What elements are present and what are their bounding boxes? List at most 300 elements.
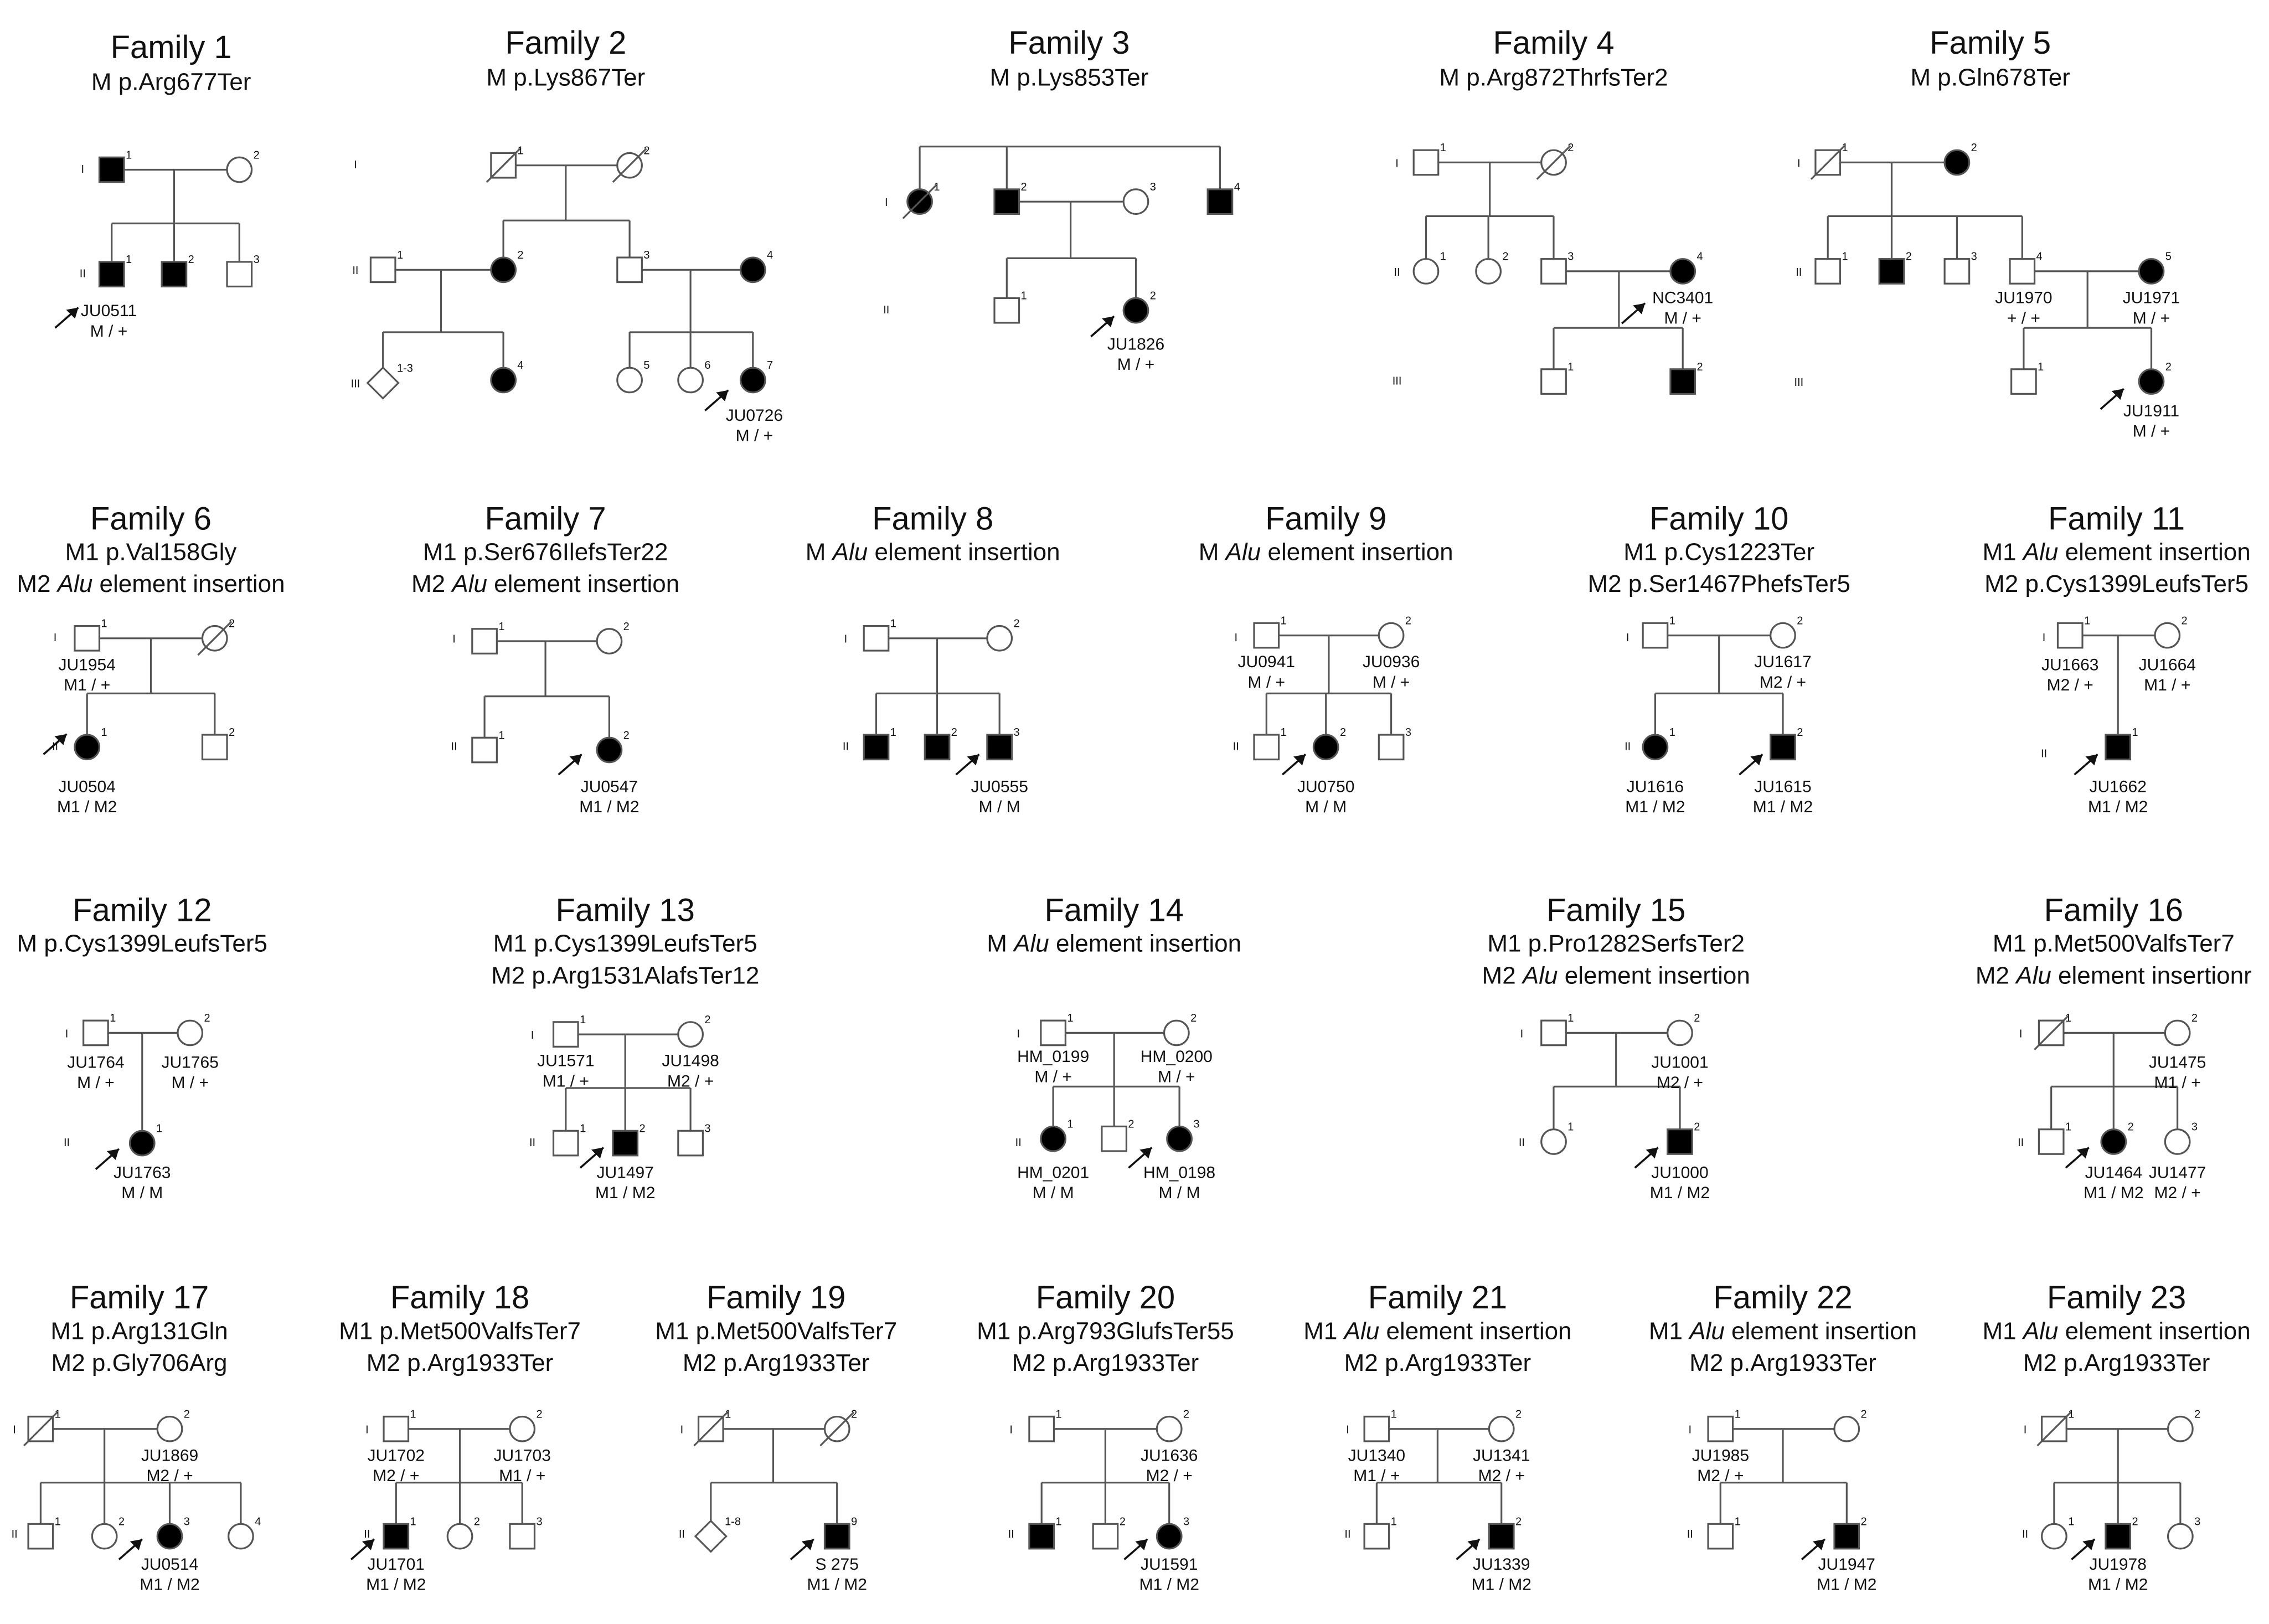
affected-female-symbol: [2101, 1130, 2126, 1154]
individual-number: 4: [517, 359, 524, 372]
mutation-label: [17, 930, 267, 957]
genotype: M2 / +: [1656, 1074, 1704, 1092]
mutation-label-part: Alu: [1344, 1317, 1380, 1345]
generation-label: II: [2041, 747, 2048, 760]
individual-number: 3: [704, 1122, 711, 1135]
mutation-label-part: M2 p.Arg1933Ter: [1012, 1349, 1199, 1376]
unaffected-male-symbol: [1816, 259, 1840, 284]
individual-number: 1: [1440, 142, 1446, 154]
genotype: M2 / +: [1146, 1467, 1193, 1486]
generation-label: II: [63, 1136, 70, 1149]
individual-number: 1: [54, 1408, 61, 1421]
family-title: Family 3: [1008, 24, 1130, 61]
individual-number: 3: [1149, 181, 1156, 193]
individual-number: 1: [1055, 1515, 1062, 1528]
genotype: M1 / +: [2154, 1074, 2201, 1092]
individual-number: 1: [410, 1408, 416, 1421]
sample-id: JU0555: [971, 777, 1028, 796]
individual-number: 2: [623, 729, 630, 742]
individual-number: 3: [1013, 726, 1020, 739]
mutation-label-part: element insertion: [868, 538, 1060, 566]
sample-id: JU1763: [114, 1163, 171, 1182]
mutation-label-part: Alu: [2023, 538, 2059, 566]
mutation-label-part: M p.Arg872ThrfsTer2: [1439, 64, 1668, 91]
unaffected-female-symbol: [510, 1416, 535, 1441]
unaffected-male-symbol: [472, 629, 497, 654]
mutation-label-part: element insertionr: [2051, 962, 2252, 989]
mutation-label-part: M: [1198, 538, 1226, 566]
affected-female-symbol: [157, 1524, 182, 1549]
affected-female-symbol: [1945, 150, 1969, 175]
genotype: M / +: [735, 426, 773, 445]
generation-label: II: [1687, 1528, 1693, 1541]
genotype: M2 / +: [1759, 673, 1807, 692]
mutation-label-part: M2: [1975, 962, 2017, 989]
mutation-label: [987, 930, 1241, 957]
unaffected-male-symbol: [1541, 259, 1566, 284]
affected-male-symbol: [925, 735, 950, 760]
individual-number: 1: [396, 249, 404, 262]
individual-number: 2: [1502, 250, 1509, 263]
sample-id: JU1001: [1651, 1053, 1709, 1072]
sample-id: JU1954: [58, 656, 116, 674]
unaffected-female-symbol: [678, 368, 703, 393]
sample-id: JU1702: [367, 1446, 425, 1465]
individual-number: 1: [1567, 1012, 1574, 1025]
individual-number: 2: [1020, 181, 1027, 193]
mutation-label-part: M2: [1482, 962, 1523, 989]
unaffected-female-symbol: [227, 157, 252, 182]
family-title: Family 19: [706, 1280, 846, 1316]
family-title: Family 16: [2044, 892, 2184, 929]
genotype: M / M: [1305, 798, 1347, 817]
individual-number: 2: [1971, 142, 1977, 154]
individual-number: 2: [2181, 615, 2188, 627]
mutation-label: [1199, 538, 1453, 565]
individual-number: 2: [1515, 1515, 1522, 1528]
mutation-label-part: M1 p.Val158Gly: [65, 538, 237, 566]
mutation-label-part: M1: [1982, 538, 2023, 566]
affected-male-symbol: [99, 262, 124, 287]
generation-label: II: [842, 740, 849, 753]
individual-number: 3: [643, 249, 650, 262]
individual-number: 1: [2065, 1121, 2072, 1133]
unaffected-male-symbol: [370, 257, 395, 282]
individual-number: 2: [118, 1515, 125, 1528]
sample-id: JU1591: [1141, 1555, 1198, 1574]
sample-id: JU0936: [1362, 653, 1420, 672]
individual-number: 3: [1971, 250, 1977, 263]
individual-number: 2: [1860, 1515, 1867, 1528]
mutation-label-part: M1 p.Ser676IlefsTer22: [422, 538, 668, 566]
sample-id: JU1826: [1107, 335, 1165, 354]
mutation-label-part: M: [805, 538, 833, 566]
sample-id: JU0726: [725, 406, 783, 425]
individual-number: 1: [410, 1515, 416, 1528]
mutation-label: [989, 64, 1148, 91]
sample-id: JU1000: [1651, 1163, 1709, 1182]
mutation-label-part: Alu: [832, 538, 868, 566]
affected-female-symbol: [1123, 298, 1148, 323]
mutation-label: [1982, 538, 2250, 565]
mutation-label: [339, 1317, 581, 1344]
individual-number: 1: [2038, 360, 2044, 373]
sample-id: JU1475: [2148, 1053, 2206, 1072]
unaffected-male-symbol: [1643, 623, 1668, 648]
unaffected-female-symbol: [1771, 623, 1796, 648]
individual-number: 1: [1280, 726, 1287, 739]
unaffected-male-symbol: [554, 1131, 579, 1156]
affected-male-symbol: [384, 1524, 409, 1549]
generation-label: I: [530, 1029, 534, 1042]
genotype: M1 / +: [1353, 1467, 1400, 1486]
genotype: M1 / M2: [807, 1575, 867, 1594]
individual-number: 1: [1567, 360, 1574, 373]
unaffected-male-symbol: [1379, 735, 1404, 760]
individual-number: 2: [1339, 726, 1347, 739]
sample-id: JU1970: [1995, 288, 2053, 307]
mutation-label-part: M1 p.Met500ValfsTer7: [339, 1317, 581, 1345]
mutation-label-part: M2: [411, 570, 452, 597]
mutation-label: [1623, 538, 1814, 565]
unaffected-male-symbol: [617, 257, 642, 282]
mutation-label-part: M1 p.Arg793GlufsTer55: [977, 1317, 1234, 1345]
generation-label: I: [1626, 632, 1629, 645]
sample-id: JU1339: [1472, 1555, 1530, 1574]
generation-label: II: [529, 1136, 536, 1149]
generation-label: III: [350, 378, 360, 390]
mutation-label: [411, 570, 679, 597]
individual-symbols: [24, 146, 2193, 1559]
affected-male-symbol: [1208, 189, 1233, 214]
unaffected-male-symbol: [2010, 259, 2035, 284]
mutation-label-part: element insertion: [2058, 1317, 2251, 1345]
generation-label: I: [2042, 632, 2046, 645]
sample-id: JU1911: [2123, 401, 2180, 420]
genotype: M1 / M2: [2084, 1184, 2144, 1203]
unaffected-female-symbol: [1379, 623, 1404, 648]
sample-id: JU1663: [2041, 656, 2099, 674]
mutation-label: [493, 930, 757, 957]
individual-number: 3: [2194, 1515, 2201, 1528]
genotype: M1 / +: [2144, 676, 2191, 695]
mutation-label: [1993, 930, 2235, 957]
affected-female-symbol: [1157, 1524, 1182, 1549]
sample-id: JU1340: [1348, 1446, 1406, 1465]
individual-number: 1: [2068, 1515, 2075, 1528]
genotype: M2 / +: [2046, 676, 2093, 695]
individual-number: 2: [1567, 142, 1574, 154]
individual-number: 1: [580, 1013, 586, 1026]
sample-id: JU0511: [80, 302, 137, 321]
unaffected-female-symbol: [229, 1524, 254, 1549]
individual-number: 1: [1390, 1515, 1397, 1528]
generation-label: I: [2023, 1424, 2027, 1436]
family-title: Family 12: [73, 892, 212, 929]
unaffected-male-symbol: [202, 735, 227, 760]
individual-number: 2: [643, 145, 650, 157]
mutation-label: [1689, 1349, 1876, 1376]
mutation-label-part: Alu: [2023, 1317, 2059, 1345]
genotype: M / M: [1032, 1184, 1074, 1203]
affected-male-symbol: [1879, 259, 1904, 284]
individual-number: 1: [156, 1122, 163, 1135]
generation-label: II: [352, 265, 359, 277]
affected-female-symbol: [75, 735, 100, 760]
affected-female-symbol: [741, 257, 766, 282]
genotype: M2 / +: [2154, 1184, 2201, 1203]
individual-number: 2: [1183, 1408, 1190, 1421]
mutation-label-part: M2 p.Ser1467PhefsTer5: [1587, 570, 1850, 597]
individual-number: 1: [2084, 615, 2091, 627]
individual-number: 4: [767, 249, 773, 262]
generation-label: I: [844, 633, 848, 646]
generation-label: II: [1015, 1136, 1022, 1149]
unaffected-female-symbol: [617, 368, 642, 393]
affected-male-symbol: [994, 189, 1019, 214]
mutation-label-part: M: [987, 930, 1014, 957]
individual-number: 3: [536, 1515, 543, 1528]
family-title: Family 15: [1546, 892, 1686, 929]
generation-label: II: [2022, 1528, 2029, 1541]
mutation-label: [655, 1317, 897, 1344]
individual-number: 1: [2068, 1408, 2075, 1421]
genotype: M1 / +: [499, 1467, 546, 1486]
individual-number: 3: [1193, 1118, 1200, 1131]
genotype: M / +: [2132, 309, 2170, 328]
unaffected-female-symbol: [987, 626, 1012, 651]
individual-number: 1: [110, 1012, 116, 1025]
unaffected-male-symbol: [1041, 1020, 1066, 1045]
affected-female-symbol: [130, 1131, 154, 1156]
individual-number: 1: [2132, 726, 2138, 739]
generation-label: II: [678, 1528, 685, 1541]
genotype: M / +: [2132, 422, 2170, 441]
individual-number: 2: [951, 726, 957, 739]
mutation-label-part: element insertion: [1558, 962, 1750, 989]
sample-id: JU1616: [1626, 777, 1684, 796]
individual-number: 2: [1797, 726, 1803, 739]
generation-label: I: [1688, 1424, 1692, 1436]
individual-number: 1: [101, 617, 107, 630]
generation-label: II: [883, 303, 890, 316]
unaffected-male-symbol: [1093, 1524, 1118, 1549]
sample-id: NC3401: [1652, 288, 1714, 307]
sample-id: JU1662: [2089, 777, 2147, 796]
mutation-label: [65, 538, 237, 565]
unaffected-female-symbol: [1476, 259, 1501, 284]
genotype: M2 / +: [146, 1467, 193, 1486]
affected-male-symbol: [1489, 1524, 1514, 1549]
affected-male-symbol: [2106, 1524, 2131, 1549]
sample-id: HM_0200: [1140, 1047, 1213, 1066]
mutation-label: [806, 538, 1060, 565]
generation-label: II: [1233, 740, 1239, 753]
individual-number: 2: [1905, 250, 1912, 263]
genotype: M1 / M2: [2088, 798, 2148, 817]
mutation-label: [367, 1349, 554, 1376]
mutation-label-part: M2 p.Arg1933Ter: [2023, 1349, 2210, 1376]
individual-number: 1: [1669, 726, 1675, 739]
genotype: M1 / M2: [1752, 798, 1813, 817]
sample-id: JU1477: [2148, 1163, 2206, 1182]
individual-number: 1: [517, 145, 524, 157]
genotype: M / +: [1372, 673, 1410, 692]
mutation-label-part: M p.Arg677Ter: [91, 68, 251, 96]
unaffected-male-symbol: [1708, 1416, 1733, 1441]
sample-id: JU1615: [1754, 777, 1812, 796]
mutation-label: [1482, 962, 1750, 989]
unaffected-male-symbol: [2057, 623, 2082, 648]
unaffected-female-symbol: [1123, 189, 1148, 214]
affected-male-symbol: [1670, 369, 1695, 394]
individual-number: 5: [2165, 250, 2172, 263]
individual-number: 4: [2036, 250, 2043, 263]
family-title: Family 4: [1493, 24, 1615, 61]
unknown-sex-symbol: [368, 368, 399, 399]
genotype: M1 / M2: [1625, 798, 1685, 817]
unaffected-male-symbol: [75, 626, 100, 651]
sample-id: JU1971: [2122, 288, 2180, 307]
individual-number: 1: [934, 181, 940, 193]
sample-id: JU1497: [596, 1163, 654, 1182]
individual-number: 1-3: [396, 362, 413, 375]
mutation-label-part: element insertion: [487, 570, 680, 597]
mutation-label-part: Alu: [452, 570, 487, 597]
individual-number: 2: [623, 620, 630, 633]
generation-label: I: [81, 163, 85, 176]
affected-male-symbol: [824, 1524, 849, 1549]
affected-female-symbol: [1670, 259, 1695, 284]
generation-label: I: [1346, 1424, 1349, 1436]
genotype: M2 / +: [1478, 1467, 1525, 1486]
generation-label: I: [365, 1424, 369, 1436]
mutation-label-part: M2: [17, 570, 58, 597]
sample-id: JU1464: [2085, 1163, 2143, 1182]
unaffected-male-symbol: [1254, 623, 1279, 648]
individual-number: 4: [1696, 250, 1703, 263]
family-title: Family 6: [90, 501, 212, 537]
individual-number: 2: [1405, 615, 1411, 627]
individual-number: 1: [1567, 1121, 1574, 1133]
affected-male-symbol: [99, 157, 124, 182]
mutation-label: [1303, 1317, 1571, 1344]
family-title: Family 2: [505, 24, 627, 61]
individual-number: 1: [725, 1408, 731, 1421]
affected-female-symbol: [2139, 369, 2164, 394]
unaffected-male-symbol: [1541, 1020, 1566, 1045]
sample-id: JU1978: [2089, 1555, 2147, 1574]
sample-id: JU1703: [493, 1446, 551, 1465]
individual-number: 2: [188, 253, 194, 266]
mutation-label-part: Alu: [1689, 1317, 1725, 1345]
generation-label: I: [354, 158, 357, 171]
genotype: M1 / M2: [1817, 1575, 1877, 1594]
genotype: M / +: [1117, 355, 1155, 374]
mutation-label: [50, 1317, 228, 1344]
genotype: M1 / M2: [366, 1575, 426, 1594]
sample-id: JU1617: [1754, 653, 1812, 672]
genotype: M1 / M2: [140, 1575, 200, 1594]
affected-female-symbol: [741, 368, 766, 393]
generation-label: III: [1392, 375, 1402, 388]
genotype: M / +: [77, 1074, 115, 1092]
individual-number: 2: [2165, 360, 2172, 373]
mutation-label-part: M1 p.Met500ValfsTer7: [655, 1317, 898, 1345]
generation-label: I: [452, 633, 456, 646]
genotype: M2 / +: [667, 1072, 714, 1091]
affected-female-symbol: [1643, 735, 1668, 760]
family-title: Family 8: [872, 501, 994, 537]
unaffected-male-symbol: [1102, 1126, 1127, 1151]
family-title: Family 11: [2048, 501, 2185, 537]
mutation-label-part: Alu: [1014, 930, 1049, 957]
genotype: M1 / M2: [57, 798, 117, 817]
unaffected-female-symbol: [1157, 1416, 1182, 1441]
generation-label: I: [1009, 1424, 1013, 1436]
genotype: M2 / +: [373, 1467, 420, 1486]
affected-female-symbol: [491, 257, 516, 282]
mutation-label-part: M2 p.Cys1399LeufsTer5: [1984, 570, 2249, 597]
sample-id: JU0504: [58, 777, 116, 796]
unaffected-male-symbol: [1254, 735, 1279, 760]
mutation-label-part: M2 p.Arg1933Ter: [1344, 1349, 1531, 1376]
individual-number: 3: [1405, 726, 1411, 739]
generation-label: II: [1796, 266, 1802, 279]
individual-number: 1: [1734, 1408, 1741, 1421]
individual-number: 5: [643, 359, 650, 372]
individual-number: 4: [1234, 181, 1240, 193]
mutation-label-part: element insertion: [1049, 930, 1242, 957]
unaffected-male-symbol: [384, 1416, 409, 1441]
individual-number: 2: [2132, 1515, 2138, 1528]
affected-male-symbol: [987, 735, 1012, 760]
individual-number: 2: [1128, 1118, 1134, 1131]
sample-id: JU1341: [1472, 1446, 1530, 1465]
individual-number: 1: [1020, 290, 1027, 302]
individual-number: 2: [1013, 617, 1020, 630]
individual-number: 7: [767, 359, 773, 372]
unaffected-male-symbol: [1029, 1416, 1054, 1441]
mutation-label: [1976, 962, 2252, 989]
unaffected-male-symbol: [2012, 369, 2036, 394]
generation-label: II: [1625, 740, 1631, 753]
individual-number: 1: [1734, 1515, 1741, 1528]
mutation-label: [1439, 64, 1668, 91]
affected-male-symbol: [2106, 735, 2131, 760]
individual-number: 1: [54, 1515, 61, 1528]
mutation-label: [977, 1317, 1234, 1344]
individual-number: 2: [1515, 1408, 1522, 1421]
unaffected-female-symbol: [597, 629, 622, 654]
individual-number: 2: [473, 1515, 480, 1528]
genotype: M1 / M2: [1649, 1184, 1710, 1203]
affected-female-symbol: [1041, 1126, 1066, 1151]
unaffected-male-symbol: [84, 1020, 109, 1045]
unaffected-female-symbol: [2165, 1020, 2190, 1045]
unaffected-male-symbol: [1364, 1524, 1389, 1549]
unaffected-male-symbol: [2039, 1130, 2064, 1154]
mutation-label-part: M p.Lys853Ter: [989, 64, 1149, 91]
mutation-label: [17, 570, 285, 597]
individual-number: 3: [2191, 1121, 2198, 1133]
mutation-label-part: Alu: [57, 570, 93, 597]
family-title: Family 23: [2046, 1280, 2187, 1316]
affected-male-symbol: [1771, 735, 1796, 760]
individual-number: 1-8: [725, 1515, 741, 1528]
individual-number: 2: [639, 1122, 646, 1135]
individual-number: 2: [536, 1408, 543, 1421]
